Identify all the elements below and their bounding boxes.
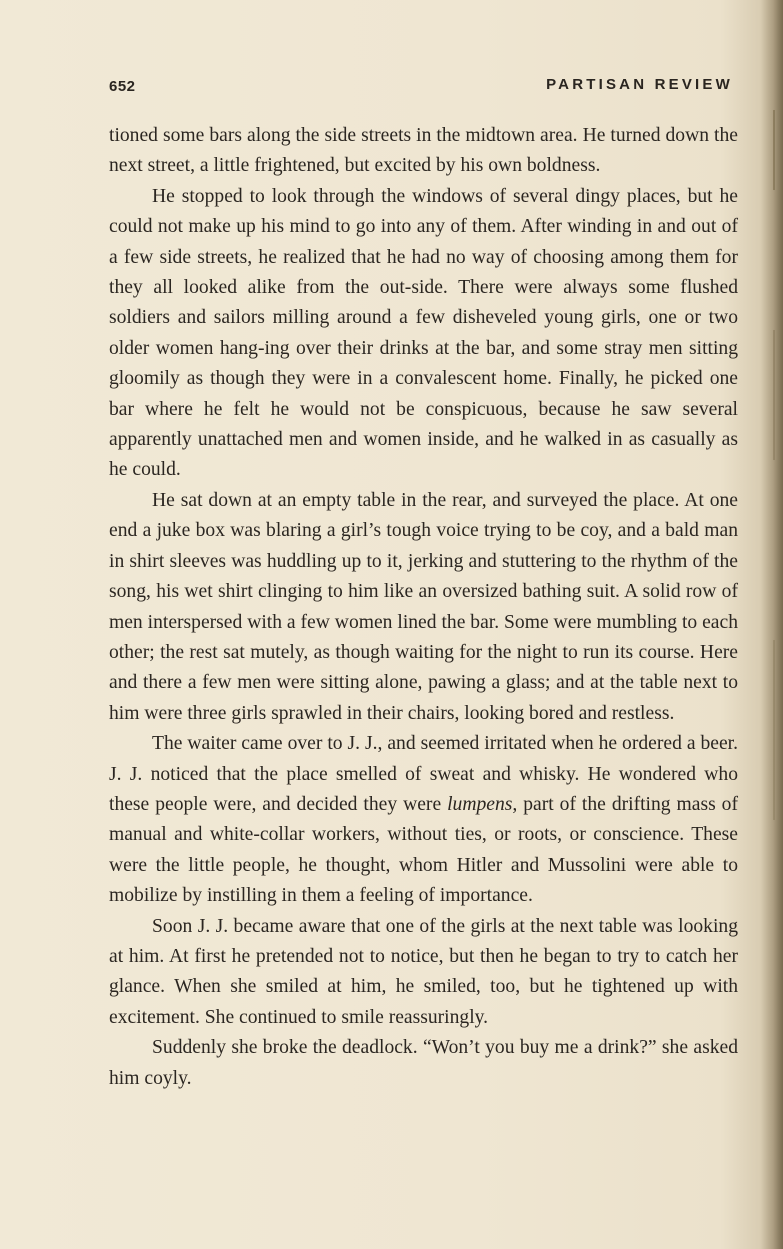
paragraph: He sat down at an empty table in the rear, and surveyed the place. At one end a juke box was blaring a girl’s tough voice trying to be coy, and a bald man in shirt sleeves was huddling up to it, jerking and stuttering to the rhythm of the song, his wet shirt clinging to him like an oversized bathing suit. A solid row of men interspersed with a few women lined the bar. Some were mumbling to each other; the rest sat mutely, as though waiting for the night to run its course. Here and there a few men were sitting alone, pawing a glass; and at the table next to him were three girls sprawled in their chairs, looking bored and restless. (109, 489, 738, 724)
running-head: PARTISAN REVIEW (546, 76, 733, 93)
paragraph: He stopped to look through the windows of several dingy places, but he could not make up his mind to go into any of them. After winding in and out of a few side streets, he realized that he had no way of choosing among them for they all looked alike from the out-side. There were always some flushed soldiers and sailors milling around a few disheveled young girls, one or two older women hang-ing over their drinks at the bar, and some stray men sitting gloomily as though they were in a convalescent home. Finally, he picked one bar where he felt he would not be conspicuous, because he saw several apparently unattached men and women inside, and he walked in as casually as he could. (109, 185, 738, 481)
page-edge-mark (773, 640, 775, 820)
paragraph: tioned some bars along the side streets in the midtown area. He turned down the next street, a little frightened, but excited by his own boldness. (109, 125, 738, 177)
body-text (109, 121, 738, 1094)
paragraph: Soon J. J. became aware that one of the girls at the next table was looking at him. At first he pretended not to notice, but then he began to try to catch her glance. When she smiled at him, he smiled, too, but he tightened up with excitement. She continued to smile reassuringly. (109, 915, 738, 1028)
page-edge-shadow (761, 0, 783, 1249)
paragraph-text: part of the drifting mass of manual and white-collar workers, without ties, or roots, or conscience. These were the little people, he thought, whom Hitler and Mussolini were able to mobilize by instilling in them a feeling of importance. (109, 793, 738, 907)
page-edge-mark (773, 330, 775, 460)
paragraph (109, 729, 738, 911)
paragraph-text: The waiter came over to J. J., and seemed irritated when he ordered a beer. J. J. noticed that the place smelled of sweat and whisky. He wondered who these people were, and decided they were (109, 733, 738, 815)
page-edge-mark (773, 110, 775, 190)
page-number: 652 (109, 78, 136, 95)
italic-term: lumpens, (447, 793, 518, 815)
page-header (109, 74, 733, 98)
paragraph: Suddenly she broke the deadlock. “Won’t you buy me a drink?” she asked him coyly. (109, 1037, 738, 1089)
